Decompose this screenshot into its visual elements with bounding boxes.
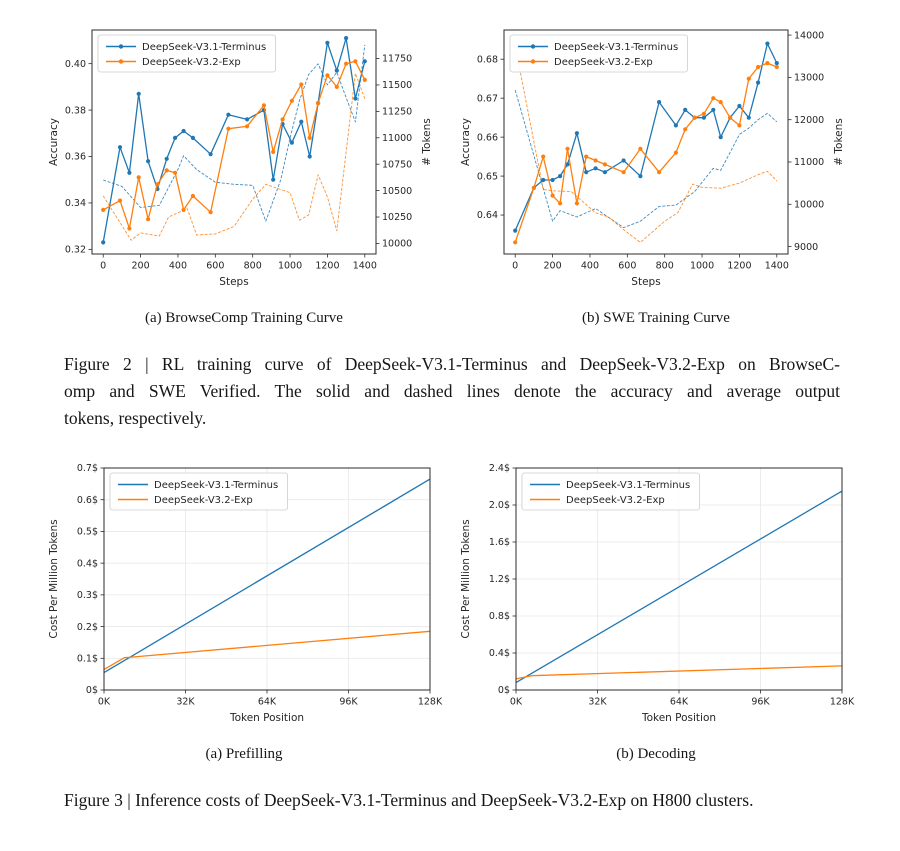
page-root [0,22,900,814]
series-marker [747,116,751,120]
chart-text: 10250 [382,212,413,224]
chart-text: 11500 [382,80,413,92]
chart-text: 0K [97,696,111,708]
chart-text: Steps [631,276,661,288]
figure2-caption-line2: omp and SWE Verified. The solid and dashed lines denote the accuracy and average output [64,381,840,401]
series-marker [137,92,141,96]
series-marker [127,226,131,230]
series-marker [702,112,706,116]
series-marker [137,175,141,179]
series-marker [325,73,329,77]
series-marker [262,103,266,107]
browsecomp-training-curve-chart [44,22,444,302]
y-axis [460,54,504,221]
chart-text: Accuracy [48,118,60,166]
series-marker [191,136,195,140]
chart-text: 0.2$ [76,621,98,633]
chart-text: 0.1$ [76,653,98,665]
series-marker [308,136,312,140]
series-marker [657,100,661,104]
series-marker [316,101,320,105]
figure2-caption-line3: tokens, respectively. [64,408,207,428]
chart-text: 0$ [85,685,98,697]
chart-text: DeepSeek-V3.1-Terminus [154,479,279,491]
chart-text: Steps [219,276,249,288]
browsecomp-sub-caption: (a) BrowseComp Training Curve [145,310,343,326]
chart-text: 0.5$ [76,526,98,538]
series-marker [765,61,769,65]
chart-text: 1000 [689,260,715,272]
chart-text: DeepSeek-V3.1-Terminus [566,479,691,491]
figure2-caption [64,351,840,432]
chart-text: Token Position [641,712,717,724]
chart-text: 64K [257,696,277,708]
series-marker [737,104,741,108]
series-marker [765,42,769,46]
chart-text: 1.2$ [488,574,510,586]
chart-text: 1400 [764,260,789,272]
series-v32-tokens [103,73,365,240]
series-marker [711,96,715,100]
series-marker [335,69,339,73]
legend [522,473,700,510]
chart-text: 0.3$ [76,590,98,602]
chart-text: 1400 [352,260,377,272]
chart-text: 96K [751,696,770,708]
series-marker [118,145,122,149]
series-marker [226,113,230,117]
swe-sub-caption: (b) SWE Training Curve [582,310,730,326]
decoding-chart-block [456,458,856,763]
series-marker [226,127,230,131]
y2-axis [788,30,845,253]
chart-text: Cost Per Million Tokens [48,519,60,639]
series-marker [603,162,607,166]
series-marker [165,157,169,161]
series-marker [747,77,751,81]
chart-text: 0.4$ [76,558,98,570]
series-marker [182,208,186,212]
chart-text: 0.6$ [76,494,98,506]
series-marker [335,85,339,89]
series-marker [565,147,569,151]
chart-text: 10500 [382,185,413,197]
series-marker [756,65,760,69]
series-marker [756,81,760,85]
series-marker [594,166,598,170]
series-marker [622,158,626,162]
series-v31-tokens [515,90,777,228]
series-marker [118,199,122,203]
series-marker [245,117,249,121]
series-marker [558,174,562,178]
series-marker [719,100,723,104]
series-marker [344,62,348,66]
chart-text: DeepSeek-V3.2-Exp [554,56,653,68]
figure2-chart-row [0,22,900,327]
chart-text: 0.67 [476,93,498,105]
series-marker [245,124,249,128]
x-axis [100,254,377,288]
series-marker [182,129,186,133]
series-marker [127,171,131,175]
series-marker [165,168,169,172]
chart-text: 10000 [382,238,413,250]
decoding-sub-caption: (b) Decoding [616,746,696,762]
series-marker [299,82,303,86]
series-marker [584,170,588,174]
prefilling-cost-chart [44,458,444,738]
series-marker [551,194,555,198]
chart-text: 11000 [382,132,413,144]
x-axis [510,690,855,724]
chart-text: 14000 [794,30,825,42]
series-marker [638,147,642,151]
chart-text: # Tokens [421,118,433,166]
chart-text: 96K [339,696,358,708]
chart-text: 64K [669,696,689,708]
prefilling-chart-block [44,458,444,763]
series-marker [674,123,678,127]
series-v32-acc [103,61,365,228]
y-axis [460,463,516,696]
series-marker [209,152,213,156]
series-marker [657,170,661,174]
chart-text: 0.7$ [76,463,98,475]
x-axis [512,254,789,288]
chart-text: 32K [176,696,195,708]
series-marker [101,208,105,212]
chart-text: 128K [417,696,443,708]
chart-text: 10000 [794,199,825,211]
chart-text: 800 [655,260,674,272]
series-marker [702,116,706,120]
series-marker [737,123,741,127]
figure3-caption: Figure 3 | Inference costs of DeepSeek-V3.1-Terminus and DeepSeek-V3.2-Exp on H800 clusters. [64,790,754,810]
chart-text: 400 [168,260,188,272]
chart-text: 0.40 [64,58,86,70]
chart-text: 400 [580,260,600,272]
chart-text: 600 [618,260,637,272]
legend [98,35,276,72]
series-marker [622,170,626,174]
swe-training-curve-chart [456,22,856,302]
chart-text: 0.65 [476,171,498,183]
chart-text: 1.6$ [488,537,510,549]
series-marker [728,116,732,120]
series-marker [541,155,545,159]
series-marker [353,59,357,63]
chart-text: 0 [512,260,519,272]
chart-text: DeepSeek-V3.2-Exp [566,494,665,506]
y-axis [48,59,92,256]
series-marker [551,178,555,182]
chart-text: 13000 [794,72,825,84]
series-marker [155,182,159,186]
chart-text: 1200 [727,260,752,272]
series-marker [290,99,294,103]
prefilling-sub-caption: (a) Prefilling [205,746,283,762]
chart-text: # Tokens [833,118,845,166]
chart-text: 11250 [382,106,413,118]
chart-text: Accuracy [460,118,472,166]
chart-text: 800 [243,260,262,272]
series-marker [308,154,312,158]
chart-text: 32K [588,696,607,708]
series-marker [353,96,357,100]
series-marker [775,65,779,69]
series-marker [575,131,579,135]
series-marker [146,217,150,221]
series-v32-tokens [515,46,777,243]
series-marker [558,201,562,205]
series-marker [513,240,517,244]
chart-text: 1200 [315,260,340,272]
chart-text: 0.68 [476,54,498,66]
series-marker [638,174,642,178]
series-marker [693,116,697,120]
browsecomp-chart-block [44,22,444,327]
legend [510,35,688,72]
chart-text: 2.4$ [488,463,510,475]
chart-text: 200 [543,260,562,272]
chart-text: 0$ [497,685,510,697]
series-marker [173,171,177,175]
chart-text: 0 [100,260,107,272]
chart-text: DeepSeek-V3.2-Exp [154,494,253,506]
chart-text: 0.4$ [488,648,510,660]
series-marker [209,210,213,214]
series-marker [363,59,367,63]
chart-text: 200 [131,260,150,272]
figure2-caption-line1: Figure 2 | RL training curve of DeepSeek-V3.1-Terminus and DeepSeek-V3.2-Exp on BrowseC- [64,354,840,374]
series-marker [584,155,588,159]
chart-text: 0.36 [64,151,86,163]
chart-text: 128K [829,696,855,708]
legend [110,473,288,510]
chart-text: 0.66 [476,132,498,144]
series-marker [775,61,779,65]
chart-text: 0K [509,696,523,708]
chart-text: Cost Per Million Tokens [460,519,472,639]
swe-chart-block [456,22,856,327]
chart-text: 0.32 [64,244,86,256]
series-marker [674,151,678,155]
y-axis [48,463,104,696]
series-marker [271,150,275,154]
chart-text: 600 [206,260,225,272]
series-marker [146,159,150,163]
x-axis [98,690,443,724]
chart-text: 1000 [277,260,303,272]
series-marker [290,141,294,145]
chart-text: 12000 [794,114,825,126]
series-marker [541,178,545,182]
series-marker [594,158,598,162]
chart-text: DeepSeek-V3.1-Terminus [554,41,679,53]
y2-axis [376,54,433,250]
chart-text: DeepSeek-V3.2-Exp [142,56,241,68]
series-marker [271,178,275,182]
chart-text: 0.64 [476,210,498,222]
series-marker [281,117,285,121]
series-marker [344,36,348,40]
figure3-chart-row [0,458,900,763]
series-marker [513,229,517,233]
chart-text: 0.34 [64,198,86,210]
series-marker [575,201,579,205]
chart-text: 0.8$ [488,611,510,623]
series-marker [603,170,607,174]
series-marker [532,186,536,190]
chart-text: DeepSeek-V3.1-Terminus [142,41,267,53]
chart-text: 11000 [794,157,825,169]
series-marker [711,108,715,112]
series-marker [191,194,195,198]
chart-text: 11750 [382,53,413,65]
decoding-cost-chart [456,458,856,738]
series-marker [101,240,105,244]
chart-text: 9000 [794,241,819,253]
chart-text: 0.38 [64,105,86,117]
chart-text: Token Position [229,712,305,724]
series-marker [363,78,367,82]
series-marker [683,127,687,131]
chart-text: 2.0$ [488,500,510,512]
chart-text: 10750 [382,159,413,171]
series-marker [299,120,303,124]
series-marker [683,108,687,112]
series-marker [719,135,723,139]
series-marker [325,41,329,45]
series-marker [173,136,177,140]
